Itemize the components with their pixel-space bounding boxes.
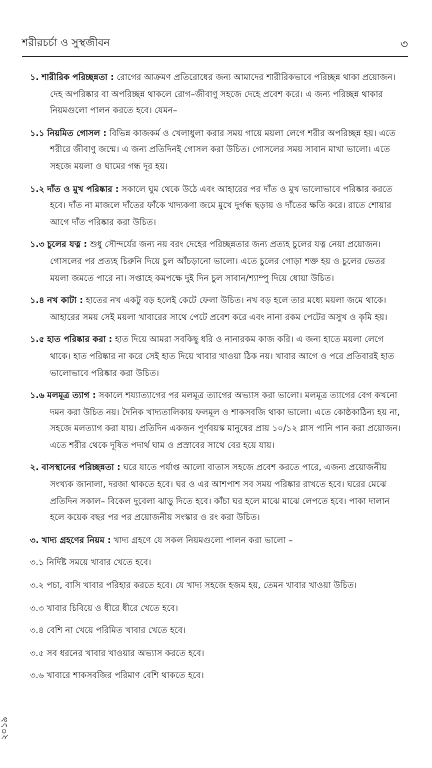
section-3-1 <box>30 555 406 572</box>
section-3-5 <box>30 646 406 663</box>
section-num: ৩.১ <box>30 558 44 569</box>
section-heading: শারীরিক পরিচ্ছন্নতা : <box>41 73 114 83</box>
section-body: খাবারে শাকসবজির পরিমাণ বেশি থাকতে হবে। <box>46 671 204 682</box>
section-body: খাবার চিবিয়ে ও ধীরে ধীরে খেতে হবে। <box>46 603 179 614</box>
section-num: ৩.৪ <box>30 626 44 637</box>
section-body: বিভিন্ন কাজকর্ম ও খেলাধুলা করার সময় গায়ে ময়লা লেগে শরীর অপরিচ্ছন্ন হয়। এতে শরীরে জীবাণু জন্মে। এ জন্য প্রতিদিনই গোসল করা উচিত। গোসলের সময় সাবান মাখা ভালো। এতে সহজে ময়লা ও ঘামের গন্ধ দূর হয়। <box>50 128 396 172</box>
section-body: হাতের নখ একটু বড় হলেই কেটে ফেলা উচিত। নখ বড় হলে তার মধ্যে ময়লা জমে থাকে। আহারের সময় সেই ময়লা খাবারের সাথে পেটে প্রবেশ করে এবং নানা রকম পেটের অসুখ ও কৃমি হয়। <box>50 296 388 323</box>
section-heading: মলমূত্র ত্যাগ : <box>47 391 96 402</box>
section-num: ১.২ <box>30 184 45 195</box>
section-num: ১.৬ <box>30 391 45 402</box>
page-number: ৩ <box>400 37 408 51</box>
section-body: রোগের আক্রমণ প্রতিরোধের জন্য আমাদের শারীরিকভাবে পরিচ্ছন্ন থাকা প্রয়োজন। দেহ অপরিষ্কার বা অপরিচ্ছন্ন থাকলে রোগ–জীবাণু সহজে দেহে প্রবেশ করে। এ জন্য পরিচ্ছন্ন থাকার নিয়মগুলো পালন করতে হবে। যেমন– <box>50 73 396 117</box>
section-num: ২. <box>30 463 39 474</box>
section-num: ১. <box>30 73 39 83</box>
section-heading: দাঁত ও মুখ পরিষ্কার : <box>47 184 119 195</box>
section-1-4 <box>30 293 406 326</box>
section-body: হাত দিয়ে আমরা সবকিছু ধরি ও নানারকম কাজ করি। এ জন্য হাতে ময়লা লেগে থাকে। হাত পরিষ্কার না করে সেই হাত দিয়ে খাবার খাওয়া ঠিক নয়। খাবার আগে ও পরে প্রতিবারই হাত ভালোভাবে পরিষ্কার করা উচিত। <box>50 335 395 379</box>
section-body: সকালে শয্যাত্যাগের পর মলমূত্র ত্যাগের অভ্যাস করা ভালো। মলমূত্র ত্যাগের বেগ কখনো দমন করা উচিত নয়। দৈনিক খাদ্যতালিকায় ফলমূল ও শাকসবজি থাকা ভালো। এতে কোষ্ঠকাঠিন্য হয় না, সহজে মলত্যাগ করা যায়। প্রতিদিন একজন পূর্ণবয়স্ক মানুষের প্রায় ১০/১২ গ্লাস পানি পান করা প্রয়োজন। এতে শরীর থেকে দূষিত পদার্থ ঘাম ও প্রস্রাবের সাথে বের হয়ে যায়। <box>50 391 401 451</box>
section-heading: নখ কাটা : <box>47 296 84 307</box>
section-body: সকালে ঘুম থেকে উঠে এবং আহারের পর দাঁত ও মুখ ভালোভাবে পরিষ্কার করতে হবে। দাঁত না মাজলে দাঁতের ফাঁকে খাদ্যকণা জমে মুখে দুর্গন্ধ ছড়ায় ও দাঁতের ক্ষতি করে। রাতে শোয়ার আগে দাঁত পরিষ্কার করা উচিত। <box>50 184 393 228</box>
section-heading: চুলের যত্ন : <box>47 240 88 251</box>
section-3 <box>30 533 406 550</box>
section-heading: খাদ্য গ্রহণের নিয়ম : <box>41 535 111 546</box>
section-3-6 <box>30 668 406 685</box>
content <box>30 70 406 691</box>
section-3-4 <box>30 623 406 640</box>
section-3-2 <box>30 578 406 595</box>
section-num: ৩.৬ <box>30 671 44 682</box>
section-2 <box>30 460 406 526</box>
section-num: ১.৪ <box>30 296 45 307</box>
section-num: ১.৩ <box>30 240 45 251</box>
section-1-6 <box>30 388 406 454</box>
section-body: পচা, বাসি খাবার পরিহার করতে হবে। যে খাদ্য সহজে হজম হয়, তেমন খাবার খাওয়া উচিত। <box>46 581 357 592</box>
section-body: বেশি না খেয়ে পরিমিত খাবার খেতে হবে। <box>46 626 186 637</box>
section-1-5 <box>30 332 406 382</box>
section-num: ১.১ <box>30 128 45 139</box>
section-3-3 <box>30 601 406 618</box>
section-1 <box>30 70 406 120</box>
section-1-1 <box>30 126 406 176</box>
side-year: ২০১৯ <box>0 716 10 740</box>
section-1-3 <box>30 237 406 287</box>
section-num: ৩.২ <box>30 581 44 592</box>
section-heading: নিয়মিত গোসল : <box>47 128 107 139</box>
section-num: ৩. <box>30 535 39 546</box>
section-1-2 <box>30 182 406 232</box>
section-num: ৩.৫ <box>30 648 44 659</box>
section-body: ঘরে যাতে পর্যাপ্ত আলো বাতাস সহজে প্রবেশ করতে পারে, এজন্য প্রয়োজনীয় সংখ্যক জানালা, দরজা থাকতে হবে। ঘর ও এর আশপাশ সব সময় পরিষ্কার রাখতে হবে। ঘরের মেঝে প্রতিদিন সকাল– বিকেল দুবেলা ঝাড়ু দিতে হবে। কাঁচা ঘর হলে মাঝে মাঝে লেপতে হবে। পাকা দালান হলে কয়েক বছর পর পর প্রয়োজনীয় সংস্কার ও রং করা উচিত। <box>50 463 390 524</box>
section-body: খাদ্য গ্রহণে যে সকল নিয়মগুলো পালন করা ভালো – <box>113 535 293 546</box>
section-num: ৩.৩ <box>30 603 44 614</box>
header-rule <box>22 56 408 57</box>
section-heading: হাত পরিষ্কার করা : <box>47 335 113 346</box>
section-body: শুধু সৌন্দর্যের জন্য নয় বরং দেহের পরিচ্ছন্নতার জন্য প্রত্যহ চুলের যত্ন নেয়া প্রয়োজন। গোসলের পর প্রত্যহ চিরুনি দিয়ে চুল আঁচড়ানো ভালো। এতে চুলের গোড়া শক্ত হয় ও চুলের ভেতর ময়লা জমতে পারে না। সপ্তাহে কমপক্ষে দুই দিন চুল সাবান/শ্যাম্পু দিয়ে ধোয়া উচিত। <box>50 240 386 284</box>
section-num: ১.৫ <box>30 335 45 346</box>
section-body: নির্দিষ্ট সময়ে খাবার খেতে হবে। <box>46 558 152 569</box>
section-heading: বাসস্থানের পরিচ্ছন্নতা : <box>41 463 121 474</box>
book-title: শরীরচর্চা ও সুস্থজীবন <box>22 37 110 49</box>
section-body: সব ধরনের খাবার খাওয়ার অভ্যাস করতে হবে। <box>46 648 205 659</box>
